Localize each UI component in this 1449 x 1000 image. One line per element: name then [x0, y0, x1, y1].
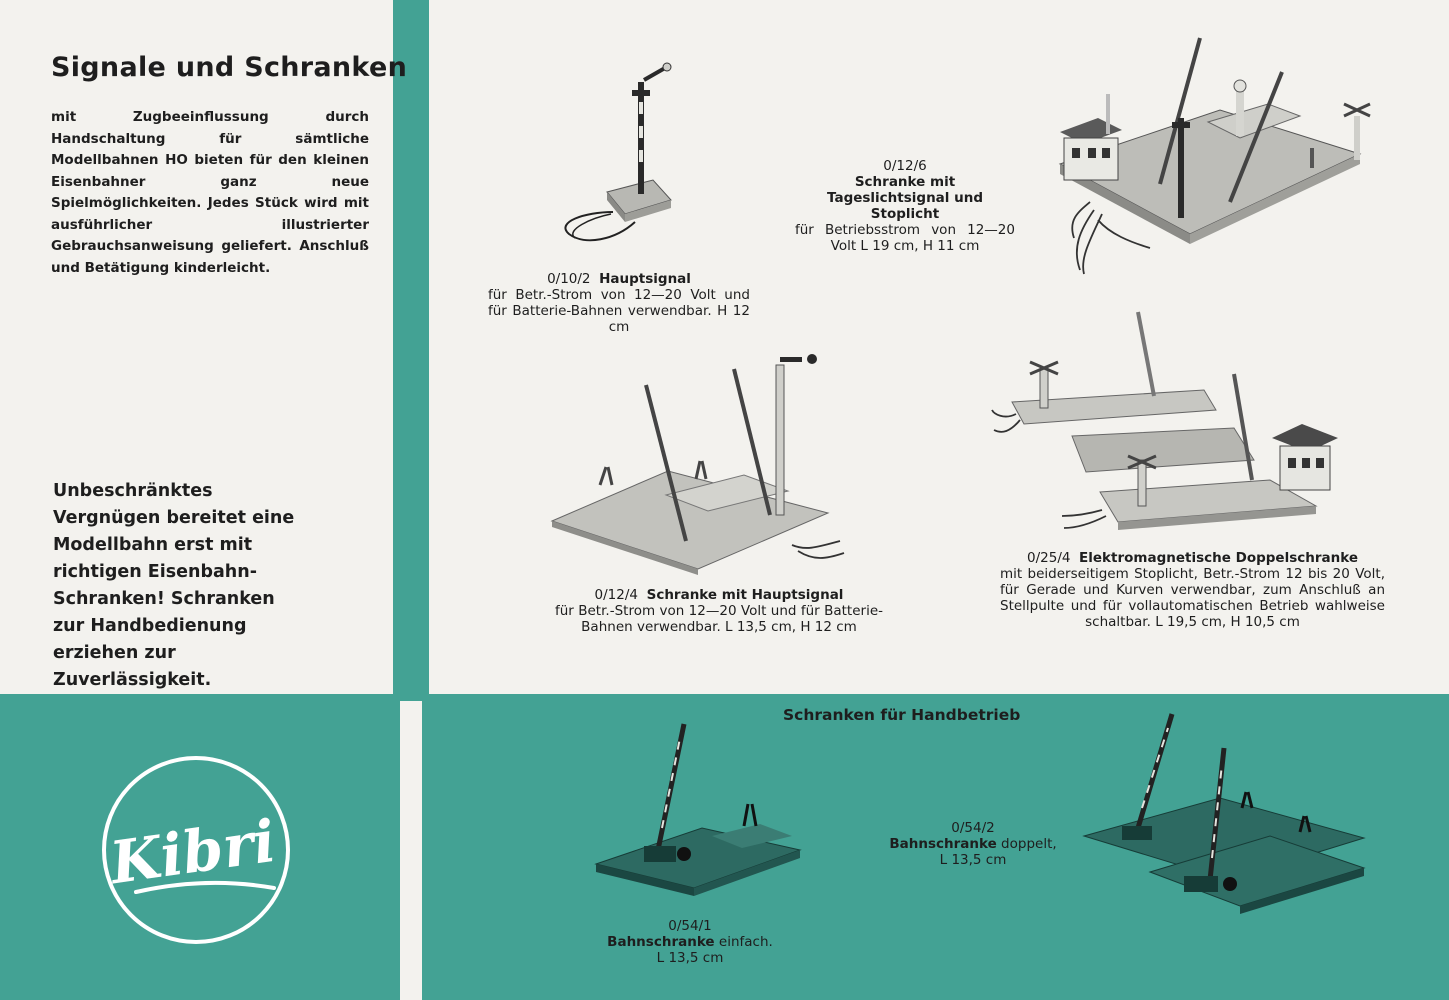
product-code: 0/54/2	[951, 820, 995, 836]
product-variant: einfach.	[718, 934, 773, 950]
product-code: 0/25/4	[1027, 550, 1071, 566]
caption-bahnschranke-einfach	[590, 918, 790, 966]
page-title: Signale und Schranken	[51, 52, 408, 83]
product-name: Schranke mit Hauptsignal	[646, 587, 844, 603]
hauptsignal-image	[545, 62, 685, 252]
product-desc: L 13,5 cm	[939, 852, 1007, 868]
product-name: Bahnschranke	[889, 836, 997, 852]
product-desc: für Betr.-Strom von 12—20 Volt und für Batterie-Bahnen verwendbar. H 12 cm	[488, 287, 750, 335]
product-variant: doppelt,	[1001, 836, 1057, 852]
schranke-tageslicht-image	[1050, 34, 1370, 284]
intro-text: mit Zugbeeinflussung durch Handschaltung für sämtliche Modellbahnen HO bieten für den kleinen Eisenbahner ganz neue Spielmöglichkeiten. Jedes Stück wird mit ausführlicher illustrierter Gebrauchsanweisung geliefert. Anschluß und Betätigung kinderleicht.	[51, 109, 369, 276]
product-desc: für Betriebsstrom von 12—20 Volt L 19 cm, H 11 cm	[795, 222, 1015, 254]
slogan-text: Unbeschränktes Vergnügen bereitet eine Modellbahn erst mit richtigen Eisenbahn-Schranken! Schranken zur Handbedienung erziehen zur Zuverlässigkeit.	[53, 481, 295, 690]
caption-schranke-tageslicht	[770, 158, 1040, 254]
caption-hauptsignal	[488, 271, 750, 335]
logo-wordmark: Kibri	[106, 806, 280, 898]
product-name: Hauptsignal	[599, 271, 691, 287]
kibri-logo	[96, 750, 296, 950]
caption-schranke-hauptsignal	[555, 587, 883, 635]
doppelschranke-image	[990, 310, 1350, 540]
caption-doppelschranke	[1000, 550, 1385, 630]
product-code: 0/12/4	[594, 587, 638, 603]
caption-bahnschranke-doppelt	[878, 820, 1068, 868]
product-name: Schranke mit Tageslichtsignal und Stoplicht	[826, 174, 983, 222]
product-desc: für Betr.-Strom von 12—20 Volt und für Batterie-Bahnen verwendbar. L 13,5 cm, H 12 cm	[555, 603, 883, 635]
section-title-handbetrieb: Schranken für Handbetrieb	[783, 706, 1021, 724]
product-desc: mit beiderseitigem Stoplicht, Betr.-Strom 12 bis 20 Volt, für Gerade und Kurven verwendbar, zum Anschluß an Stellpulte und für vollautomatischen Betrieb wahlweise schaltbar. L 19,5 cm, H 10,5 cm	[1000, 566, 1385, 630]
product-desc: L 13,5 cm	[656, 950, 724, 966]
bahnschranke-doppelt-image	[1080, 708, 1370, 918]
product-code: 0/54/1	[668, 918, 712, 934]
product-name: Elektromagnetische Doppelschranke	[1079, 550, 1358, 566]
schranke-hauptsignal-image	[548, 355, 838, 565]
divider-strip	[400, 701, 422, 1000]
product-name: Bahnschranke	[607, 934, 715, 950]
bahnschranke-einfach-image	[592, 718, 812, 898]
product-code: 0/10/2	[547, 271, 591, 287]
product-code: 0/12/6	[883, 158, 927, 174]
